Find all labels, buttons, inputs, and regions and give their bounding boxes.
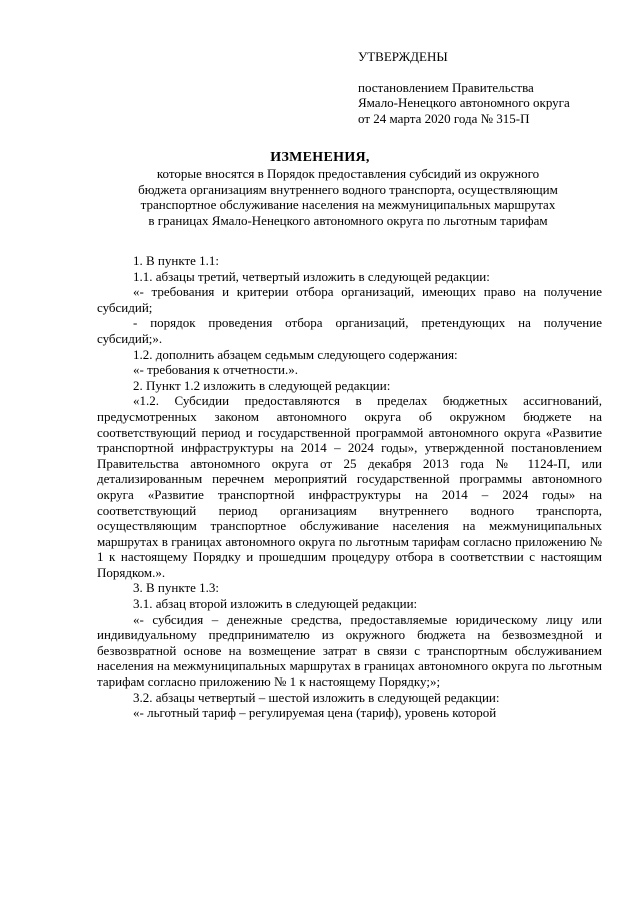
paragraph: «- требования к отчетности.». <box>133 362 298 378</box>
document-subtitle <box>98 166 598 228</box>
paragraph: 3. В пункте 1.3: <box>133 580 220 596</box>
document-title: ИЗМЕНЕНИЯ, <box>270 150 370 165</box>
paragraph: «1.2. Субсидии предоставляются в пределах бюджетных ассигнований, предусмотренных законом автономного округа об окружном бюджете на соответствующий период и государственной программой автономного округа «Развитие транспортной инфраструктуры на 2014 – 2024 годы», утвержденной постановлением Правительства автономного округа от 25 декабря 2013 года № 1124-П, или детализированным перечнем мероприятий государственной программы автономного округа «Развитие транспортной инфраструктуры на 2014 – 2024 годы» на соответствующий период организациям внутреннего водного транспорта, осуществляющим транспортное обслуживание населения на межмуниципальных маршрутах в границах автономного округа по льготным тарифам согласно приложению № 1 к настоящему Порядку и прошедшим процедуру отбора в соответствии с настоящим Порядком.». <box>97 393 602 580</box>
document-body <box>97 253 602 721</box>
approval-block <box>358 49 570 126</box>
subtitle-line: бюджета организациям внутреннего водного транспорта, осуществляющим <box>138 181 558 197</box>
paragraph: 1. В пункте 1.1: <box>133 253 220 268</box>
paragraph: 1.1. абзацы третий, четвертый изложить в следующей редакции: <box>133 268 490 284</box>
approval-heading: УТВЕРЖДЕНЫ <box>358 49 448 64</box>
paragraph: 3.2. абзацы четвертый – шестой изложить в следующей редакции: <box>133 689 500 705</box>
subtitle-line: которые вносятся в Порядок предоставления субсидий из окружного <box>156 166 540 181</box>
paragraph: 3.1. абзац второй изложить в следующей редакции: <box>133 596 418 612</box>
paragraph: «- субсидия – денежные средства, предоставляемые юридическому лицу или индивидуальному предпринимателю из окружного бюджета на безвозмездной и безвозвратной основе на возмещение затрат в связи с транспортным обслуживанием населения на межмуниципальных маршрутах в границах автономного округа по льготным тарифам согласно приложению № 1 к настоящему Порядку;»; <box>97 611 602 690</box>
approval-line: постановлением Правительства <box>358 79 534 95</box>
approval-line: от 24 марта 2020 года № 315-П <box>358 110 530 126</box>
paragraph: «- требования и критерии отбора организаций, имеющих право на получение субсидий; <box>97 284 602 315</box>
paragraph: 1.2. дополнить абзацем седьмым следующего содержания: <box>133 346 458 362</box>
paragraph: 2. Пункт 1.2 изложить в следующей редакции: <box>133 377 391 393</box>
paragraph: «- льготный тариф – регулируемая цена (тариф), уровень которой <box>133 705 497 721</box>
approval-line: Ямало-Ненецкого автономного округа <box>358 95 570 110</box>
subtitle-line: транспортное обслуживание населения на межмуниципальных маршрутах <box>140 197 556 212</box>
paragraph: - порядок проведения отбора организаций, претендующих на получение субсидий;». <box>97 315 602 346</box>
subtitle-line: в границах Ямало-Ненецкого автономного округа по льготным тарифам <box>148 212 548 228</box>
